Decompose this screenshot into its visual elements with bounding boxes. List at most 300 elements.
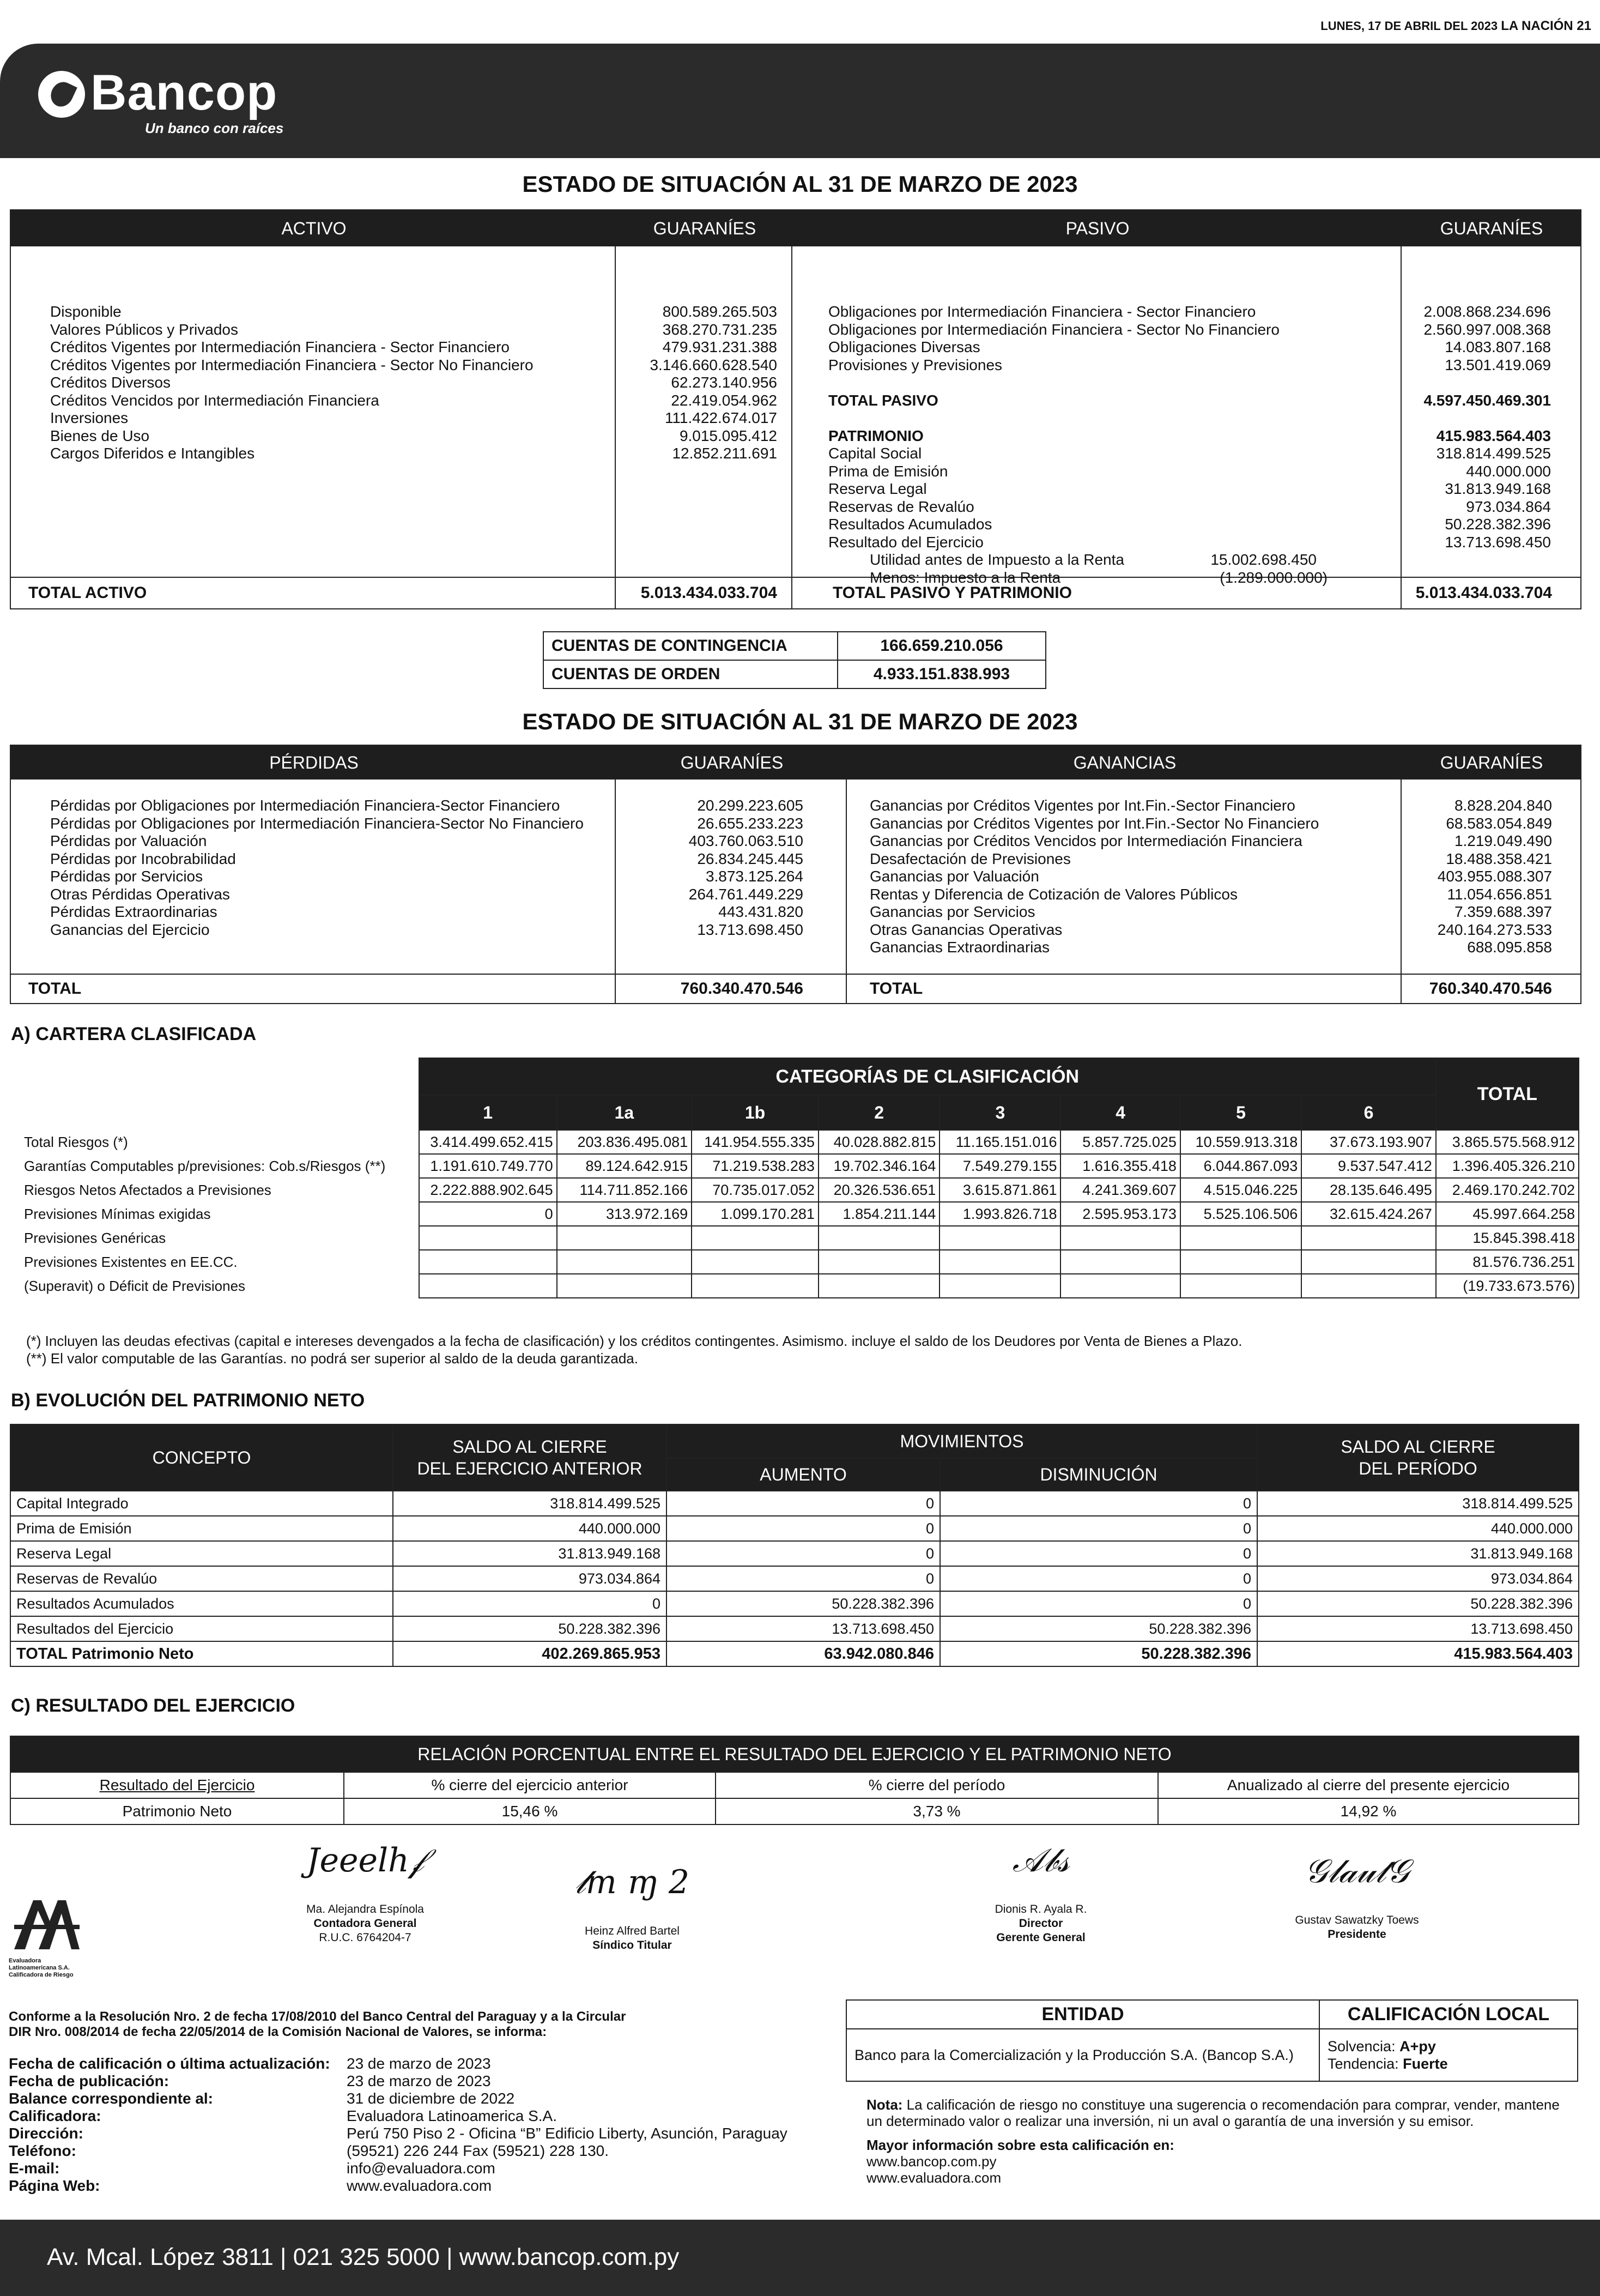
list-value: 13.713.698.450 <box>1445 533 1551 551</box>
page-topline <box>0 0 1600 44</box>
info-value: 23 de marzo de 2023 <box>347 2073 491 2089</box>
table-cell <box>1301 1274 1435 1298</box>
table-cell: 0 <box>666 1541 940 1566</box>
table-cell: 3.615.871.861 <box>940 1178 1060 1202</box>
total-cell: 50.228.382.396 <box>940 1641 1257 1666</box>
total-pasivo-value: 4.597.450.469.301 <box>1423 391 1551 409</box>
cat-header: 1 <box>419 1095 557 1130</box>
table-cell <box>557 1274 692 1298</box>
row-label: Garantías Computables p/previsiones: Cob.s/Riesgos (**) <box>24 1157 386 1174</box>
list-item: Reservas de Revalúo <box>828 498 974 515</box>
list-item: Obligaciones por Intermediación Financiera - Sector Financiero <box>828 303 1256 320</box>
table-cell: 6.044.867.093 <box>1180 1154 1301 1178</box>
row-total: 81.576.736.251 <box>1436 1250 1579 1274</box>
web-link[interactable]: www.evaluadora.com <box>866 2170 1002 2186</box>
val-anterior: 15,46 % <box>344 1798 716 1824</box>
table-cell: 1.191.610.749.770 <box>419 1154 557 1178</box>
entidad-name: Banco para la Comercialización y la Producción S.A. (Bancop S.A.) <box>846 2029 1319 2081</box>
info-row <box>9 2090 837 2107</box>
list-value: 440.000.000 <box>1466 462 1551 480</box>
table-cell: 31.813.949.168 <box>1257 1541 1579 1566</box>
info-label: Fecha de publicación: <box>9 2073 169 2089</box>
row-label: Previsiones Mínimas exigidas <box>24 1205 211 1222</box>
row-label: Prima de Emisión <box>10 1516 393 1541</box>
resultado-ejercicio-label: Resultado del Ejercicio <box>10 1772 344 1798</box>
perdidas-values <box>616 780 847 974</box>
list-item: Obligaciones Diversas <box>828 339 980 355</box>
list-value: 403.955.088.307 <box>1437 868 1552 885</box>
brand-tagline: Un banco con raíces <box>145 120 284 136</box>
aumento-header: AUMENTO <box>666 1458 940 1491</box>
list-item: Rentas y Diferencia de Cotización de Valores Públicos <box>870 885 1238 903</box>
list-item: Créditos Diversos <box>50 374 171 391</box>
local-header: CALIFICACIÓN LOCAL <box>1319 2000 1578 2029</box>
table-cell: 440.000.000 <box>393 1516 666 1541</box>
list-item: Cargos Diferidos e Intangibles <box>50 445 255 462</box>
col-anualizado-label: Anualizado al cierre del presente ejercicio <box>1158 1772 1579 1798</box>
rating-note: Nota: La calificación de riesgo no constituye una sugerencia o recomendación para comprar, vender, mantene un determinado valor o realizar una inversión, ni un aval o garantía de una inversión y su emisor. Mayor información sobre esta calificación en: www.bancop.com.py www.evaluadora.com <box>866 2096 1597 2186</box>
list-value: 800.589.265.503 <box>662 303 777 320</box>
table-cell: 973.034.864 <box>1257 1566 1579 1591</box>
total-ganancias-value: 760.340.470.546 <box>1429 980 1552 998</box>
row-label: Resultados Acumulados <box>10 1591 393 1616</box>
bancop-logo <box>38 65 289 136</box>
list-item: Otras Pérdidas Operativas <box>50 885 230 903</box>
movimientos-header: MOVIMIENTOS <box>666 1424 1257 1458</box>
total-activo-value: 5.013.434.033.704 <box>616 578 792 608</box>
footer-text: Av. Mcal. López 3811 | 021 325 5000 | www.bancop.com.py <box>47 2244 680 2270</box>
table-cell: 89.124.642.915 <box>557 1154 692 1178</box>
list-value: 9.015.095.412 <box>679 427 777 444</box>
info-value: Evaluadora Latinoamerica S.A. <box>347 2107 557 2124</box>
list-item: Ganancias por Créditos Vigentes por Int.Fin.-Sector No Financiero <box>870 814 1319 832</box>
row-total: 3.865.575.568.912 <box>1436 1130 1579 1154</box>
col-periodo-label: % cierre del período <box>716 1772 1158 1798</box>
table-cell <box>819 1274 940 1298</box>
table-cell <box>1180 1250 1301 1274</box>
row-label: Previsiones Genéricas <box>24 1229 166 1246</box>
signature-scribble: 𝓁m ɱ 2 <box>574 1863 690 1901</box>
info-label: Balance correspondiente al: <box>9 2090 214 2107</box>
table-cell: 20.326.536.651 <box>819 1178 940 1202</box>
list-value: 240.164.273.533 <box>1437 921 1552 938</box>
patrimonio-neto-label: Patrimonio Neto <box>10 1798 344 1824</box>
ganancias-values <box>1402 780 1579 974</box>
orden-value: 4.933.151.838.993 <box>838 660 1046 688</box>
info-label: Calificadora: <box>9 2107 101 2124</box>
impuesto-label: Menos: Impuesto a la Renta <box>870 569 1061 586</box>
ganancias-labels <box>847 780 1402 974</box>
table-row <box>10 1154 1579 1178</box>
rating-table <box>846 1999 1578 2082</box>
table-row <box>10 1250 1579 1274</box>
table-cell: 10.559.913.318 <box>1180 1130 1301 1154</box>
table-cell: 0 <box>940 1516 1257 1541</box>
table-row <box>10 1178 1579 1202</box>
row-total: 15.845.398.418 <box>1436 1226 1579 1250</box>
total-cell: 415.983.564.403 <box>1257 1641 1579 1666</box>
list-value: 973.034.864 <box>1466 498 1551 515</box>
table-row <box>10 1130 1579 1154</box>
table-cell: 7.549.279.155 <box>940 1154 1060 1178</box>
list-item: Resultados Acumulados <box>828 516 992 533</box>
evaluadora-logo <box>9 1895 85 1977</box>
list-item: Bienes de Uso <box>50 427 150 444</box>
footer-bar <box>0 2220 1600 2296</box>
list-item: Ganancias del Ejercicio <box>50 921 210 938</box>
pasivo-values <box>1402 246 1579 577</box>
utilidad-label: Utilidad antes de Impuesto a la Renta <box>870 551 1124 568</box>
list-value: 31.813.949.168 <box>1445 480 1551 497</box>
row-label: Capital Integrado <box>10 1491 393 1516</box>
table-cell: 1.993.826.718 <box>940 1202 1060 1226</box>
table-cell: 0 <box>940 1491 1257 1516</box>
table-cell: 50.228.382.396 <box>666 1591 940 1616</box>
cartera-notes <box>26 1332 1242 1367</box>
cartera-title: A) CARTERA CLASIFICADA <box>11 1024 257 1044</box>
cat-header: 1b <box>692 1095 819 1130</box>
table-cell: 440.000.000 <box>1257 1516 1579 1541</box>
table-cell <box>1060 1274 1180 1298</box>
patrimonio-label: PATRIMONIO <box>828 427 924 444</box>
total-label: TOTAL Patrimonio Neto <box>10 1641 393 1666</box>
table-cell: 114.711.852.166 <box>557 1178 692 1202</box>
list-value: 7.359.688.397 <box>1454 903 1552 920</box>
cartera-note: (**) El valor computable de las Garantías. no podrá ser superior al saldo de la deuda garantizada. <box>26 1350 638 1367</box>
signature-scribble: 𝒢𝓁𝒶𝓊𝓉𝒢 <box>1304 1852 1410 1890</box>
list-value: 479.931.231.388 <box>662 339 777 355</box>
perdidas-guaranies-header: GUARANÍES <box>680 752 784 772</box>
list-item: Reserva Legal <box>828 480 927 497</box>
signature-presidente: 𝒢𝓁𝒶𝓊𝓉𝒢 Gustav Sawatzky Toews Presidente <box>1243 1864 1471 1942</box>
list-value: 13.713.698.450 <box>697 921 803 938</box>
table-cell: 1.099.170.281 <box>692 1202 819 1226</box>
table-cell <box>692 1250 819 1274</box>
table-cell <box>557 1250 692 1274</box>
list-value: 1.219.049.490 <box>1454 832 1552 849</box>
info-value: www.evaluadora.com <box>347 2177 492 2194</box>
table-cell: 0 <box>666 1516 940 1541</box>
ganancias-header: GANANCIAS <box>1073 752 1177 772</box>
total-pp-value: 5.013.434.033.704 <box>1415 584 1552 602</box>
table-row <box>10 1591 1579 1616</box>
cartera-note: (*) Incluyen las deudas efectivas (capital e intereses devengados a la fecha de clasificación) y los créditos contingentes. Asimismo. incluye el saldo de los Deudores por Venta de Bienes a Plazo. <box>26 1333 1243 1349</box>
leaf-icon <box>38 71 85 118</box>
table-cell <box>557 1226 692 1250</box>
activo-guaranies-header: GUARANÍES <box>653 218 756 238</box>
contingencia-label: CUENTAS DE CONTINGENCIA <box>543 632 838 660</box>
list-item: Pérdidas por Obligaciones por Intermediación Financiera-Sector No Financiero <box>50 814 584 832</box>
table-cell: 4.515.046.225 <box>1180 1178 1301 1202</box>
list-item: Pérdidas Extraordinarias <box>50 903 217 920</box>
list-item: Provisiones y Previsiones <box>828 356 1003 373</box>
table-cell: 9.537.547.412 <box>1301 1154 1435 1178</box>
table-cell: 37.673.193.907 <box>1301 1130 1435 1154</box>
list-item: Capital Social <box>828 445 922 462</box>
calificacion-info <box>9 2055 837 2195</box>
table-cell: 50.228.382.396 <box>1257 1591 1579 1616</box>
table-cell <box>1301 1250 1435 1274</box>
table-row <box>10 1566 1579 1591</box>
table-cell: 70.735.017.052 <box>692 1178 819 1202</box>
list-value: 264.761.449.229 <box>688 885 803 903</box>
info-value: Perú 750 Piso 2 - Oficina “B” Edificio Liberty, Asunción, Paraguay <box>347 2125 787 2142</box>
table-row <box>10 1202 1579 1226</box>
table-cell <box>1060 1250 1180 1274</box>
saldo-anterior-header: SALDO AL CIERRE DEL EJERCICIO ANTERIOR <box>393 1424 666 1491</box>
row-total: 2.469.170.242.702 <box>1436 1178 1579 1202</box>
list-value: 11.054.656.851 <box>1447 885 1552 903</box>
table-cell: 3.414.499.652.415 <box>419 1130 557 1154</box>
perdidas-header: PÉRDIDAS <box>269 752 359 772</box>
list-item: Disponible <box>50 303 122 320</box>
row-total: 1.396.405.326.210 <box>1436 1154 1579 1178</box>
signature-director: 𝒜𝒷𝓈 Dionis R. Ayala R. Director Gerente General <box>926 1853 1155 1945</box>
table-cell: 0 <box>393 1591 666 1616</box>
list-value: 68.583.054.849 <box>1446 814 1552 832</box>
list-item: Inversiones <box>50 409 129 426</box>
activo-values <box>616 246 792 577</box>
table-cell: 13.713.698.450 <box>1257 1616 1579 1641</box>
col-anterior-label: % cierre del ejercicio anterior <box>344 1772 716 1798</box>
table-cell: 1.616.355.418 <box>1060 1154 1180 1178</box>
list-value: 368.270.731.235 <box>662 321 777 338</box>
list-value: 13.501.419.069 <box>1445 356 1551 373</box>
resultados-table <box>10 745 1581 1004</box>
info-value: info@evaluadora.com <box>347 2160 495 2177</box>
row-total: 45.997.664.258 <box>1436 1202 1579 1226</box>
row-label: Previsiones Existentes en EE.CC. <box>24 1253 238 1270</box>
calificacion-intro: Conforme a la Resolución Nro. 2 de fecha 17/08/2010 del Banco Central del Paraguay y a la Circular DIR Nro. 008/2014 de fecha 22/05/2014 de la Comisión Nacional de Valores, se informa: <box>9 2009 626 2039</box>
list-value: 14.083.807.168 <box>1445 339 1551 355</box>
total-cell: 402.269.865.953 <box>393 1641 666 1666</box>
list-item: Pérdidas por Valuación <box>50 832 207 849</box>
info-value: (59521) 226 244 Fax (59521) 228 130. <box>347 2142 609 2159</box>
total-header: TOTAL <box>1436 1058 1579 1130</box>
table-row <box>10 1274 1579 1298</box>
row-label: Resultados del Ejercicio <box>10 1616 393 1641</box>
evaluadora-logo-text: Evaluadora <box>9 1957 41 1964</box>
list-item: Ganancias por Valuación <box>870 868 1039 885</box>
table-cell <box>940 1226 1060 1250</box>
table-row <box>10 1541 1579 1566</box>
total-activo-label: TOTAL ACTIVO <box>11 578 616 608</box>
table-cell: 2.222.888.902.645 <box>419 1178 557 1202</box>
list-value: 3.873.125.264 <box>705 868 803 885</box>
saldo-periodo-header: SALDO AL CIERRE DEL PERÍODO <box>1257 1424 1579 1491</box>
info-label: Fecha de calificación o última actualización: <box>9 2055 330 2072</box>
cat-header: 5 <box>1180 1095 1301 1130</box>
orden-label: CUENTAS DE ORDEN <box>543 660 838 688</box>
cat-header: 1a <box>557 1095 692 1130</box>
bancop-banner <box>0 44 1600 158</box>
utilidad-value: 15.002.698.450 <box>1210 551 1317 568</box>
row-label: Reserva Legal <box>10 1541 393 1566</box>
table-cell <box>1180 1274 1301 1298</box>
info-row <box>9 2177 837 2195</box>
table-cell <box>692 1226 819 1250</box>
table-cell: 32.615.424.267 <box>1301 1202 1435 1226</box>
table-cell: 31.813.949.168 <box>393 1541 666 1566</box>
list-value: 2.560.997.008.368 <box>1423 321 1551 338</box>
list-item: Valores Públicos y Privados <box>50 321 238 338</box>
table-cell: 71.219.538.283 <box>692 1154 819 1178</box>
list-value: 318.814.499.525 <box>1436 445 1551 462</box>
list-value: 8.828.204.840 <box>1454 797 1552 814</box>
evaluadora-mark-icon <box>9 1895 85 1955</box>
info-label: Dirección: <box>9 2125 83 2142</box>
table-cell: 141.954.555.335 <box>692 1130 819 1154</box>
list-value: 18.488.358.421 <box>1446 850 1552 867</box>
dateline: LUNES, 17 DE ABRIL DEL 2023 LA NACIÓN 21 <box>1320 19 1591 33</box>
row-label: (Superavit) o Déficit de Previsiones <box>24 1277 246 1294</box>
pasivo-header: PASIVO <box>1065 218 1130 238</box>
list-value: 688.095.858 <box>1467 939 1552 956</box>
table-cell: 11.165.151.016 <box>940 1130 1060 1154</box>
info-label: Página Web: <box>9 2177 100 2194</box>
list-item: Pérdidas por Incobrabilidad <box>50 850 236 867</box>
list-value: 403.760.063.510 <box>688 832 803 849</box>
table-cell: 318.814.499.525 <box>393 1491 666 1516</box>
table-row <box>10 1491 1579 1516</box>
table-cell: 313.972.169 <box>557 1202 692 1226</box>
table-row <box>10 1616 1579 1641</box>
table-row <box>10 1516 1579 1541</box>
list-item: Ganancias por Créditos Vigentes por Int.Fin.-Sector Financiero <box>870 797 1295 814</box>
cat-header: 4 <box>1060 1095 1180 1130</box>
table-cell <box>692 1274 819 1298</box>
list-item: Ganancias por Créditos Vencidos por Intermediación Financiera <box>870 832 1302 849</box>
cat-header: 2 <box>819 1095 940 1130</box>
table-cell: 19.702.346.164 <box>819 1154 940 1178</box>
table-cell: 5.857.725.025 <box>1060 1130 1180 1154</box>
web-link[interactable]: www.bancop.com.py <box>866 2153 997 2170</box>
evaluadora-logo-text: Latinoamericana S.A. <box>9 1965 70 1971</box>
table-cell: 203.836.495.081 <box>557 1130 692 1154</box>
list-value: 50.228.382.396 <box>1445 516 1551 533</box>
list-item: Obligaciones por Intermediación Financiera - Sector No Financiero <box>828 321 1280 338</box>
info-label: E-mail: <box>9 2160 60 2177</box>
balance-title: ESTADO DE SITUACIÓN AL 31 DE MARZO DE 2023 <box>522 171 1078 197</box>
concepto-header: CONCEPTO <box>10 1424 393 1491</box>
table-cell: 0 <box>940 1566 1257 1591</box>
contingencia-value: 166.659.210.056 <box>838 632 1046 660</box>
info-row <box>9 2160 837 2177</box>
list-item: Pérdidas por Obligaciones por Intermediación Financiera-Sector Financiero <box>50 797 560 814</box>
resultado-table <box>10 1736 1579 1825</box>
info-row <box>9 2107 837 2125</box>
signature-sindico: 𝓁m ɱ 2 Heinz Alfred Bartel Síndico Titular <box>518 1875 747 1953</box>
list-value: 12.852.211.691 <box>672 445 777 462</box>
table-cell <box>819 1250 940 1274</box>
total-pasivo-label: TOTAL PASIVO <box>828 391 938 409</box>
list-item: Otras Ganancias Operativas <box>870 921 1063 938</box>
activo-labels <box>11 246 616 577</box>
table-cell: 0 <box>940 1591 1257 1616</box>
list-item: Ganancias Extraordinarias <box>870 939 1050 956</box>
impuesto-value: (1.289.000.000) <box>1220 569 1328 586</box>
list-value: 111.422.674.017 <box>664 409 777 426</box>
list-item: Pérdidas por Servicios <box>50 868 203 885</box>
total-perdidas-label: TOTAL <box>11 975 616 1003</box>
total-pp-label: TOTAL PASIVO Y PATRIMONIO <box>792 578 1402 608</box>
evaluadora-logo-text: Calificadora de Riesgo <box>9 1972 74 1978</box>
list-value: 20.299.223.605 <box>697 797 803 814</box>
table-cell <box>1301 1226 1435 1250</box>
patrimonio-title: B) EVOLUCIÓN DEL PATRIMONIO NETO <box>11 1390 365 1411</box>
table-cell: 50.228.382.396 <box>940 1616 1257 1641</box>
table-cell: 0 <box>940 1541 1257 1566</box>
balance-table <box>10 209 1581 609</box>
total-ganancias-label: TOTAL <box>847 975 1402 1003</box>
table-cell: 28.135.646.495 <box>1301 1178 1435 1202</box>
total-cell: 63.942.080.846 <box>666 1641 940 1666</box>
row-label: Total Riesgos (*) <box>24 1133 128 1150</box>
val-anualizado: 14,92 % <box>1158 1798 1579 1824</box>
cat-header: 3 <box>940 1095 1060 1130</box>
table-cell: 318.814.499.525 <box>1257 1491 1579 1516</box>
list-item: Créditos Vigentes por Intermediación Financiera - Sector Financiero <box>50 339 510 355</box>
list-item: Créditos Vigentes por Intermediación Financiera - Sector No Financiero <box>50 356 534 373</box>
list-value: 2.008.868.234.696 <box>1423 303 1551 320</box>
table-cell <box>1060 1226 1180 1250</box>
resultado-header: RELACIÓN PORCENTUAL ENTRE EL RESULTADO DEL EJERCICIO Y EL PATRIMONIO NETO <box>10 1736 1579 1772</box>
list-item: Prima de Emisión <box>828 462 948 480</box>
row-total: (19.733.673.576) <box>1436 1274 1579 1298</box>
table-cell: 2.595.953.173 <box>1060 1202 1180 1226</box>
table-cell: 0 <box>666 1491 940 1516</box>
pasivo-labels <box>792 246 1402 586</box>
table-cell: 50.228.382.396 <box>393 1616 666 1641</box>
info-label: Teléfono: <box>9 2142 76 2159</box>
patrimonio-table <box>10 1424 1579 1667</box>
table-cell: 0 <box>666 1566 940 1591</box>
info-value: 31 de diciembre de 2022 <box>347 2090 515 2107</box>
list-value: 62.273.140.956 <box>671 374 777 391</box>
categorias-header: CATEGORÍAS DE CLASIFICACIÓN <box>419 1058 1436 1095</box>
table-cell <box>419 1274 557 1298</box>
info-row <box>9 2073 837 2090</box>
resultados-title: ESTADO DE SITUACIÓN AL 31 DE MARZO DE 2023 <box>522 709 1078 734</box>
val-periodo: 3,73 % <box>716 1798 1158 1824</box>
activo-header: ACTIVO <box>281 218 347 238</box>
list-item: Desafectación de Previsiones <box>870 850 1071 867</box>
table-cell: 973.034.864 <box>393 1566 666 1591</box>
table-cell <box>940 1274 1060 1298</box>
signature-scribble: Jeeelh𝒻 <box>306 1841 424 1880</box>
row-label: Reservas de Revalúo <box>10 1566 393 1591</box>
table-cell: 0 <box>419 1202 557 1226</box>
info-row <box>9 2055 837 2073</box>
info-value: 23 de marzo de 2023 <box>347 2055 491 2072</box>
list-item: Resultado del Ejercicio <box>828 533 984 551</box>
list-value: 443.431.820 <box>718 903 803 920</box>
table-cell <box>940 1250 1060 1274</box>
brand-name: Bancop <box>90 65 278 120</box>
table-cell: 5.525.106.506 <box>1180 1202 1301 1226</box>
info-row <box>9 2125 837 2142</box>
disminucion-header: DISMINUCIÓN <box>940 1458 1257 1491</box>
pasivo-guaranies-header: GUARANÍES <box>1440 218 1543 238</box>
perdidas-labels <box>11 780 616 974</box>
table-cell <box>419 1250 557 1274</box>
table-row <box>10 1226 1579 1250</box>
table-cell: 1.854.211.144 <box>819 1202 940 1226</box>
contingencia-table <box>543 631 1046 689</box>
table-cell: 13.713.698.450 <box>666 1616 940 1641</box>
cartera-table <box>10 1058 1579 1298</box>
info-row <box>9 2142 837 2160</box>
